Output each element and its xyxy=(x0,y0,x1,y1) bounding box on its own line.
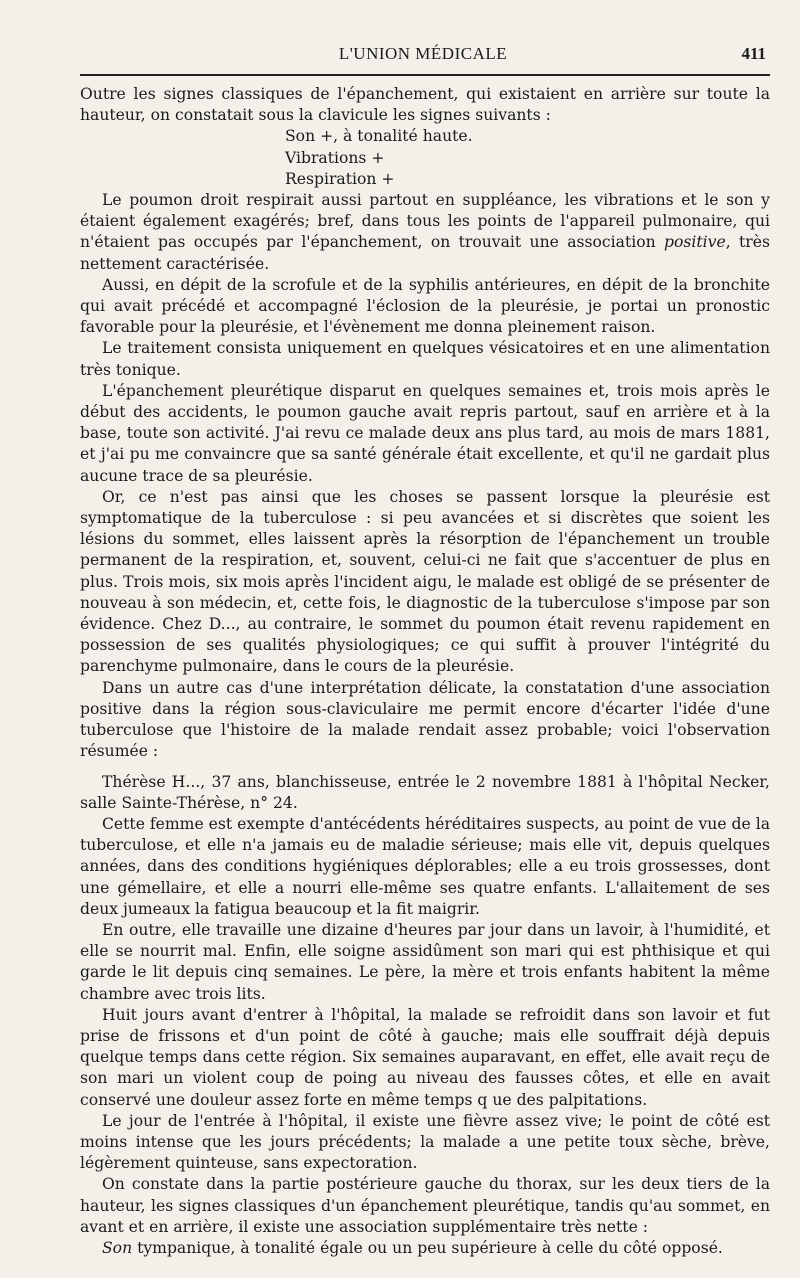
paragraph xyxy=(80,190,770,275)
spacer xyxy=(80,763,770,772)
signs-list xyxy=(80,126,770,190)
observation-heading: Thérèse H..., 37 ans, blanchisseuse, entrée le 2 novembre 1881 à l'hôpital Necker, salle Sainte-Thérèse, n° 24. xyxy=(80,772,770,812)
paragraph: Or, ce n'est pas ainsi que les choses se passent lorsque la pleurésie est symptomatique de la tuberculose : si peu avancées et si discrètes que soient les lésions du sommet, elles laissent après la résorption de l'épanchement un trouble permanent de la respiration, et, souvent, celui-ci ne fait que s'accentuer de plus en plus. Trois mois, six mois après l'incident aigu, le malade est obligé de se présenter de nouveau à son médecin, et, cette fois, le diagnostic de la tuberculose s'impose par son évidence. Chez D..., au contraire, le sommet du poumon était revenu rapidement en possession de ses qualités physiologiques; ce qui suffit à prouver l'intégrité du parenchyme pulmonaire, dans le cours de la pleurésie. xyxy=(80,487,770,676)
header-rule xyxy=(80,74,770,76)
paragraph: On constate dans la partie postérieure gauche du thorax, sur les deux tiers de la hauteur, les signes classiques d'un épanchement pleurétique, tandis qu'au sommet, en avant et en arrière, il existe une association supplémentaire très nette : xyxy=(80,1175,770,1236)
paragraph: En outre, elle travaille une dizaine d'heures par jour dans un lavoir, à l'humidité, et elle se nourrit mal. Enfin, elle soigne assidûment son mari qui est phthisique et qui garde le lit depuis cinq semaines. Le père, la mère et trois enfants habitent la même chambre avec trois lits. xyxy=(80,920,770,1003)
paragraph: Le traitement consista uniquement en quelques vésicatoires et en une alimentation très tonique. xyxy=(80,339,770,379)
journal-title: L'UNION MÉDICALE xyxy=(338,44,508,63)
sign-respiration: Respiration + xyxy=(285,169,395,188)
text: tympanique, à tonalité égale ou un peu supérieure à celle du côté opposé. xyxy=(132,1238,723,1257)
running-head xyxy=(80,44,766,70)
text: , très nettement caractérisée. xyxy=(80,233,770,273)
paragraph: L'épanchement pleurétique disparut en quelques semaines et, trois mois après le début des accidents, le poumon gauche avait repris partout, sauf en arrière et à la base, toute son activité. J'ai revu ce malade deux ans plus tard, au mois de mars 1881, et j'ai pu me convaincre que sa santé générale était excellente, et qu'il ne gardait plus aucune trace de sa pleurésie. xyxy=(80,381,770,485)
paragraph: Aussi, en dépit de la scrofule et de la syphilis antérieures, en dépit de la bronchite qui avait précédé et accompagné l'éclosion de la pleurésie, je portai un pronostic favorable pour la pleurésie, et l'évènement me donna pleinement raison. xyxy=(80,275,770,337)
sign-vibrations: Vibrations + xyxy=(285,148,385,167)
emphasis: Son xyxy=(102,1238,133,1257)
text: Le poumon droit respirait aussi partout en suppléance, les vibrations et le son y étaient également exagérés; bref, dans tous les points de l'appareil pulmonaire, qui n'étaient pas occupés par l'épanchement, on trouvait une association xyxy=(80,191,770,252)
sign-son: Son +, à tonalité haute. xyxy=(285,127,473,146)
paragraph xyxy=(80,1238,770,1259)
page-number: 411 xyxy=(741,44,766,63)
paragraph: Outre les signes classiques de l'épanchement, qui existaient en arrière sur toute la hauteur, on constatait sous la clavicule les signes suivants : xyxy=(80,85,770,125)
paragraph: Huit jours avant d'entrer à l'hôpital, la malade se refroidit dans son lavoir et fut prise de frissons et d'un point de côté à gauche; mais elle souffrait déjà depuis quelque temps dans cette région. Six semaines auparavant, en effet, elle avait reçu de son mari un violent coup de poing au niveau des fausses côtes, et elle en avait conservé une douleur assez forte en même temps q ue des palpitations. xyxy=(80,1005,770,1109)
paragraph: Le jour de l'entrée à l'hôpital, il existe une fièvre assez vive; le point de côté est moins intense que les jours précédents; la malade a une petite toux sèche, brève, légèrement quinteuse, sans expectoration. xyxy=(80,1111,770,1173)
paragraph: Cette femme est exempte d'antécédents héréditaires suspects, au point de vue de la tuberculose, et elle n'a jamais eu de maladie sérieuse; mais elle vit, depuis quelques années, dans des conditions hygiéniques déplorables; elle a eu trois grossesses, dont une gémellaire, et elle a nourri elle-même ses quatre enfants. L'allaitement de ses deux jumeaux la fatigua beaucoup et la fit maigrir. xyxy=(80,814,770,918)
body-text xyxy=(80,84,770,1259)
emphasis: positive xyxy=(664,233,726,252)
paragraph: Dans un autre cas d'une interprétation délicate, la constatation d'une association positive dans la région sous-claviculaire me permit encore d'écarter l'idée d'une tuberculose que l'histoire de la malade rendait assez probable; voici l'observation résumée : xyxy=(80,678,770,761)
